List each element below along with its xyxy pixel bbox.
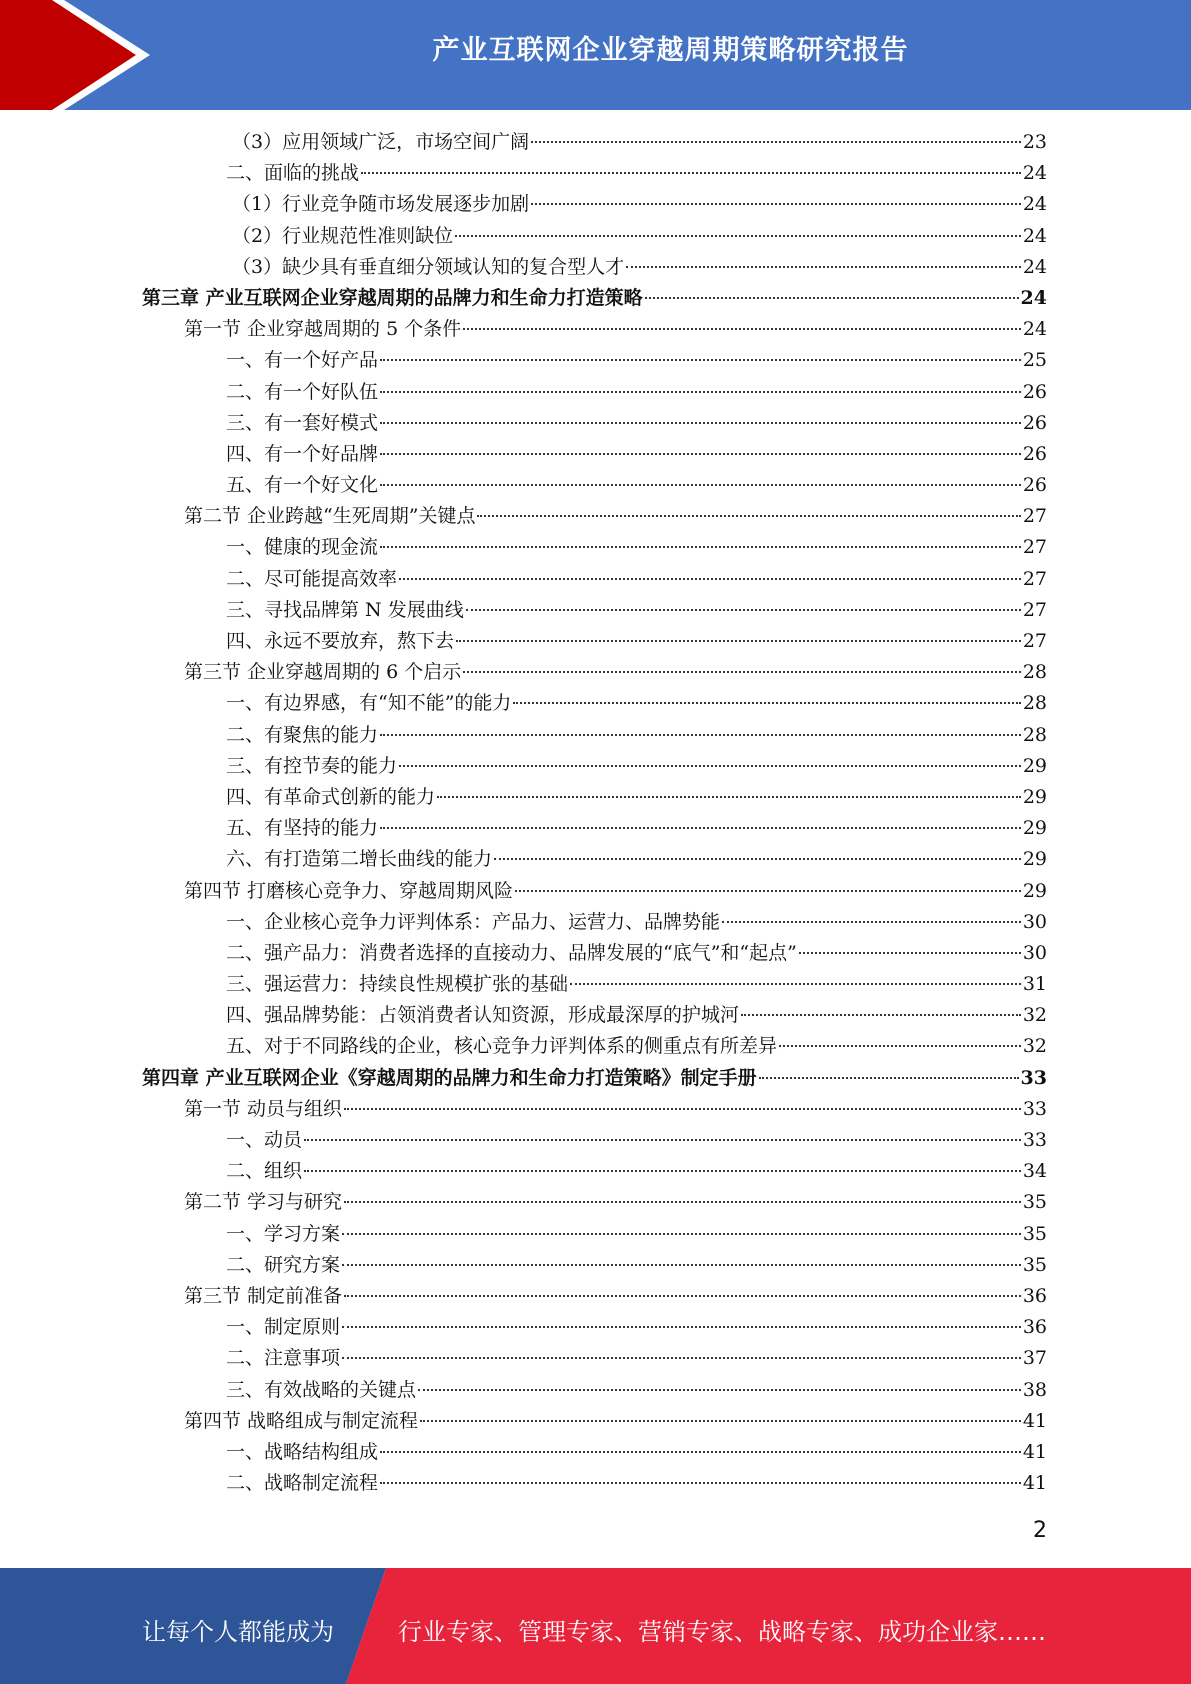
toc-entry-page: 37 <box>1022 1347 1047 1370</box>
toc-entry-page: 27 <box>1022 505 1047 528</box>
toc-entry[interactable] <box>0 1468 1191 1499</box>
toc-entry-title: 二、尽可能提高效率 <box>226 567 398 590</box>
toc-dot-leader <box>515 890 1021 892</box>
toc-entry[interactable] <box>0 1031 1191 1062</box>
toc-entry[interactable] <box>0 813 1191 844</box>
toc-entry-page: 30 <box>1022 941 1047 964</box>
toc-entry-title: 第四节 打磨核心竞争力、穿越周期风险 <box>184 879 514 902</box>
toc-entry-title: 一、战略结构组成 <box>226 1440 379 1463</box>
page-header <box>0 0 1191 110</box>
toc-entry[interactable] <box>0 189 1191 220</box>
toc-entry-title: 三、寻找品牌第 N 发展曲线 <box>226 598 464 621</box>
toc-entry-page: 32 <box>1022 1035 1047 1058</box>
toc-entry-page: 25 <box>1022 349 1047 372</box>
table-of-contents <box>0 127 1191 1499</box>
toc-dot-leader <box>513 702 1020 704</box>
toc-entry-title: 五、有坚持的能力 <box>226 817 379 840</box>
toc-entry[interactable] <box>0 1125 1191 1156</box>
toc-entry[interactable] <box>0 1063 1191 1094</box>
toc-entry[interactable] <box>0 938 1191 969</box>
toc-entry[interactable] <box>0 844 1191 875</box>
toc-entry[interactable] <box>0 1375 1191 1406</box>
toc-entry-page: 24 <box>1022 255 1047 278</box>
report-title: 产业互联网企业穿越周期策略研究报告 <box>432 35 909 66</box>
toc-entry[interactable] <box>0 688 1191 719</box>
toc-entry-title: 第二节 学习与研究 <box>184 1191 343 1214</box>
toc-dot-leader <box>380 422 1021 424</box>
toc-entry-page: 27 <box>1022 536 1047 559</box>
toc-dot-leader <box>570 983 1021 985</box>
toc-entry-page: 32 <box>1022 1004 1047 1027</box>
toc-entry[interactable] <box>0 470 1191 501</box>
toc-entry-title: 一、动员 <box>226 1129 303 1151</box>
toc-entry-page: 27 <box>1022 567 1047 590</box>
toc-dot-leader <box>420 1420 1021 1422</box>
toc-entry[interactable] <box>0 1437 1191 1468</box>
toc-entry-page: 36 <box>1022 1284 1047 1307</box>
toc-entry-page: 23 <box>1022 131 1047 153</box>
toc-dot-leader <box>304 1139 1021 1141</box>
toc-entry-page: 24 <box>1022 318 1047 341</box>
toc-dot-leader <box>626 266 1021 268</box>
toc-entry-page: 26 <box>1022 380 1047 403</box>
toc-entry-page: 33 <box>1022 1129 1047 1151</box>
toc-entry-title: 二、战略制定流程 <box>226 1472 379 1495</box>
toc-dot-leader <box>342 1326 1021 1328</box>
toc-dot-leader <box>759 1077 1019 1079</box>
toc-entry-page: 29 <box>1022 879 1047 902</box>
toc-entry-page: 27 <box>1022 598 1047 621</box>
toc-entry-title: 三、有控节奏的能力 <box>226 754 398 777</box>
toc-entry-title: 五、有一个好文化 <box>226 474 379 497</box>
toc-dot-leader <box>494 858 1021 860</box>
toc-dot-leader <box>779 1045 1021 1047</box>
toc-dot-leader <box>437 796 1021 798</box>
toc-dot-leader <box>380 827 1021 829</box>
toc-entry-title: 四、强品牌势能：占领消费者认知资源，形成最深厚的护城河 <box>226 1004 740 1027</box>
toc-dot-leader <box>399 765 1021 767</box>
toc-dot-leader <box>304 1170 1021 1172</box>
toc-dot-leader <box>722 921 1021 923</box>
toc-entry[interactable] <box>0 1343 1191 1374</box>
toc-dot-leader <box>380 391 1021 393</box>
toc-entry-title: 一、学习方案 <box>226 1222 341 1245</box>
toc-entry-title: 四、永远不要放弃，熬下去 <box>226 630 455 652</box>
toc-entry[interactable] <box>0 1000 1191 1031</box>
toc-dot-leader <box>342 1264 1021 1266</box>
toc-entry-title: 一、制定原则 <box>226 1316 341 1339</box>
toc-entry-page: 38 <box>1022 1378 1047 1401</box>
toc-dot-leader <box>463 328 1021 330</box>
toc-entry-page: 41 <box>1022 1440 1047 1463</box>
toc-entry[interactable] <box>0 532 1191 563</box>
toc-entry-page: 24 <box>1022 193 1047 216</box>
toc-entry[interactable] <box>0 283 1191 314</box>
toc-dot-leader <box>380 546 1021 548</box>
toc-entry-page: 35 <box>1022 1253 1047 1276</box>
toc-entry-page: 33 <box>1022 1097 1047 1120</box>
footer-slogan-left: 让每个人都能成为 <box>142 1618 334 1646</box>
toc-entry-title: 二、注意事项 <box>226 1347 341 1370</box>
toc-dot-leader <box>342 1357 1021 1359</box>
toc-entry-title: 三、强运营力：持续良性规模扩张的基础 <box>226 973 569 996</box>
toc-entry-title: 第三节 企业穿越周期的 6 个启示 <box>184 661 462 684</box>
toc-entry[interactable] <box>0 408 1191 439</box>
toc-entry[interactable] <box>0 720 1191 751</box>
toc-entry[interactable] <box>0 1187 1191 1218</box>
toc-dot-leader <box>342 1233 1021 1235</box>
toc-entry[interactable] <box>0 314 1191 345</box>
toc-entry-title: 六、有打造第二增长曲线的能力 <box>226 848 493 871</box>
toc-entry[interactable] <box>0 626 1191 657</box>
toc-entry-page: 24 <box>1022 162 1047 185</box>
footer-slogan-right: 行业专家、管理专家、营销专家、战略专家、成功企业家…… <box>398 1618 1046 1646</box>
toc-entry-page: 33 <box>1020 1066 1047 1089</box>
toc-entry[interactable] <box>0 252 1191 283</box>
toc-entry[interactable] <box>0 377 1191 408</box>
toc-dot-leader <box>477 515 1020 517</box>
toc-entry[interactable] <box>0 501 1191 532</box>
toc-entry-page: 29 <box>1022 754 1047 777</box>
toc-entry-page: 41 <box>1022 1409 1047 1432</box>
toc-dot-leader <box>466 609 1021 611</box>
toc-dot-leader <box>344 1108 1021 1110</box>
toc-entry-title: 三、有效战略的关键点 <box>226 1378 417 1401</box>
toc-entry-title: 第四节 战略组成与制定流程 <box>184 1409 419 1432</box>
toc-entry-title: 二、面临的挑战 <box>226 162 360 185</box>
toc-entry-page: 24 <box>1022 224 1047 247</box>
toc-entry-title: 四、有革命式创新的能力 <box>226 785 436 808</box>
toc-entry[interactable] <box>0 1281 1191 1312</box>
toc-entry-page: 26 <box>1022 411 1047 434</box>
toc-dot-leader <box>380 359 1021 361</box>
toc-entry-page: 27 <box>1022 630 1047 652</box>
toc-entry[interactable] <box>0 221 1191 252</box>
toc-entry-title: （1）行业竞争随市场发展逐步加剧 <box>232 193 530 216</box>
toc-entry-title: 第一节 企业穿越周期的 5 个条件 <box>184 318 462 341</box>
toc-entry-page: 30 <box>1022 910 1047 933</box>
toc-dot-leader <box>531 203 1021 205</box>
toc-entry-title: 三、有一套好模式 <box>226 411 379 434</box>
toc-dot-leader <box>399 578 1021 580</box>
toc-entry-title: （2）行业规范性准则缺位 <box>232 224 454 247</box>
toc-entry-page: 35 <box>1022 1191 1047 1214</box>
toc-entry[interactable] <box>0 158 1191 189</box>
toc-entry-title: 四、有一个好品牌 <box>226 442 379 465</box>
toc-entry-page: 34 <box>1022 1160 1047 1183</box>
toc-entry-title: 二、强产品力：消费者选择的直接动力、品牌发展的“底气”和“起点” <box>226 941 797 964</box>
toc-entry[interactable] <box>0 1406 1191 1437</box>
toc-entry-page: 26 <box>1022 474 1047 497</box>
toc-entry-page: 29 <box>1022 785 1047 808</box>
toc-entry-title: （3）缺少具有垂直细分领域认知的复合型人才 <box>232 255 625 278</box>
toc-entry[interactable] <box>0 564 1191 595</box>
toc-entry-page: 28 <box>1022 723 1047 746</box>
toc-entry-page: 35 <box>1022 1222 1047 1245</box>
toc-entry-title: （3）应用领域广泛，市场空间广阔 <box>232 131 530 153</box>
page-footer <box>0 1568 1191 1684</box>
toc-dot-leader <box>741 1014 1021 1016</box>
toc-entry-title: 一、有一个好产品 <box>226 349 379 372</box>
toc-dot-leader <box>380 453 1021 455</box>
toc-entry-title: 第三节 制定前准备 <box>184 1284 343 1307</box>
toc-dot-leader <box>456 640 1021 642</box>
toc-dot-leader <box>380 1482 1021 1484</box>
red-chevron-decoration <box>0 0 160 110</box>
toc-entry-title: 二、组织 <box>226 1160 303 1183</box>
toc-entry[interactable] <box>0 1219 1191 1250</box>
toc-entry[interactable] <box>0 969 1191 1000</box>
toc-entry-title: 第一节 动员与组织 <box>184 1097 343 1120</box>
toc-entry[interactable] <box>0 782 1191 813</box>
toc-dot-leader <box>645 297 1019 299</box>
toc-dot-leader <box>418 1389 1021 1391</box>
toc-entry[interactable] <box>0 907 1191 938</box>
toc-entry-page: 24 <box>1020 286 1047 309</box>
toc-entry-page: 28 <box>1022 661 1047 684</box>
toc-dot-leader <box>344 1295 1021 1297</box>
toc-entry-title: 第二节 企业跨越“生死周期”关键点 <box>184 505 476 528</box>
toc-entry-page: 31 <box>1022 973 1047 996</box>
toc-entry[interactable] <box>0 127 1191 158</box>
toc-entry-title: 二、研究方案 <box>226 1253 341 1276</box>
toc-entry-title: 二、有一个好队伍 <box>226 380 379 403</box>
toc-entry-title: 第四章 产业互联网企业《穿越周期的品牌力和生命力打造策略》制定手册 <box>142 1066 757 1089</box>
toc-dot-leader <box>380 484 1021 486</box>
toc-dot-leader <box>463 671 1021 673</box>
toc-entry[interactable] <box>0 439 1191 470</box>
toc-entry-page: 29 <box>1022 848 1047 871</box>
toc-dot-leader <box>380 734 1021 736</box>
toc-entry-page: 29 <box>1022 817 1047 840</box>
toc-entry-page: 36 <box>1022 1316 1047 1339</box>
toc-entry[interactable] <box>0 345 1191 376</box>
toc-entry[interactable] <box>0 751 1191 782</box>
toc-entry-title: 二、有聚焦的能力 <box>226 723 379 746</box>
toc-entry-title: 第三章 产业互联网企业穿越周期的品牌力和生命力打造策略 <box>142 286 643 309</box>
toc-entry[interactable] <box>0 1250 1191 1281</box>
toc-entry-title: 一、健康的现金流 <box>226 536 379 559</box>
toc-dot-leader <box>799 952 1021 954</box>
toc-entry-page: 26 <box>1022 442 1047 465</box>
toc-entry[interactable] <box>0 595 1191 626</box>
toc-entry[interactable] <box>0 1312 1191 1343</box>
toc-entry[interactable] <box>0 1156 1191 1187</box>
toc-entry[interactable] <box>0 1094 1191 1125</box>
toc-entry-page: 41 <box>1022 1472 1047 1495</box>
toc-dot-leader <box>455 235 1021 237</box>
toc-entry-title: 一、企业核心竞争力评判体系：产品力、运营力、品牌势能 <box>226 910 721 933</box>
toc-dot-leader <box>380 1451 1021 1453</box>
toc-entry-title: 一、有边界感，有“知不能”的能力 <box>226 692 512 715</box>
toc-entry-title: 五、对于不同路线的企业，核心竞争力评判体系的侧重点有所差异 <box>226 1035 778 1058</box>
toc-entry[interactable] <box>0 876 1191 907</box>
page-number: 2 <box>1033 1518 1047 1543</box>
toc-dot-leader <box>344 1201 1021 1203</box>
toc-dot-leader <box>531 141 1021 143</box>
toc-entry-page: 28 <box>1022 692 1047 715</box>
toc-dot-leader <box>361 172 1021 174</box>
toc-entry[interactable] <box>0 657 1191 688</box>
